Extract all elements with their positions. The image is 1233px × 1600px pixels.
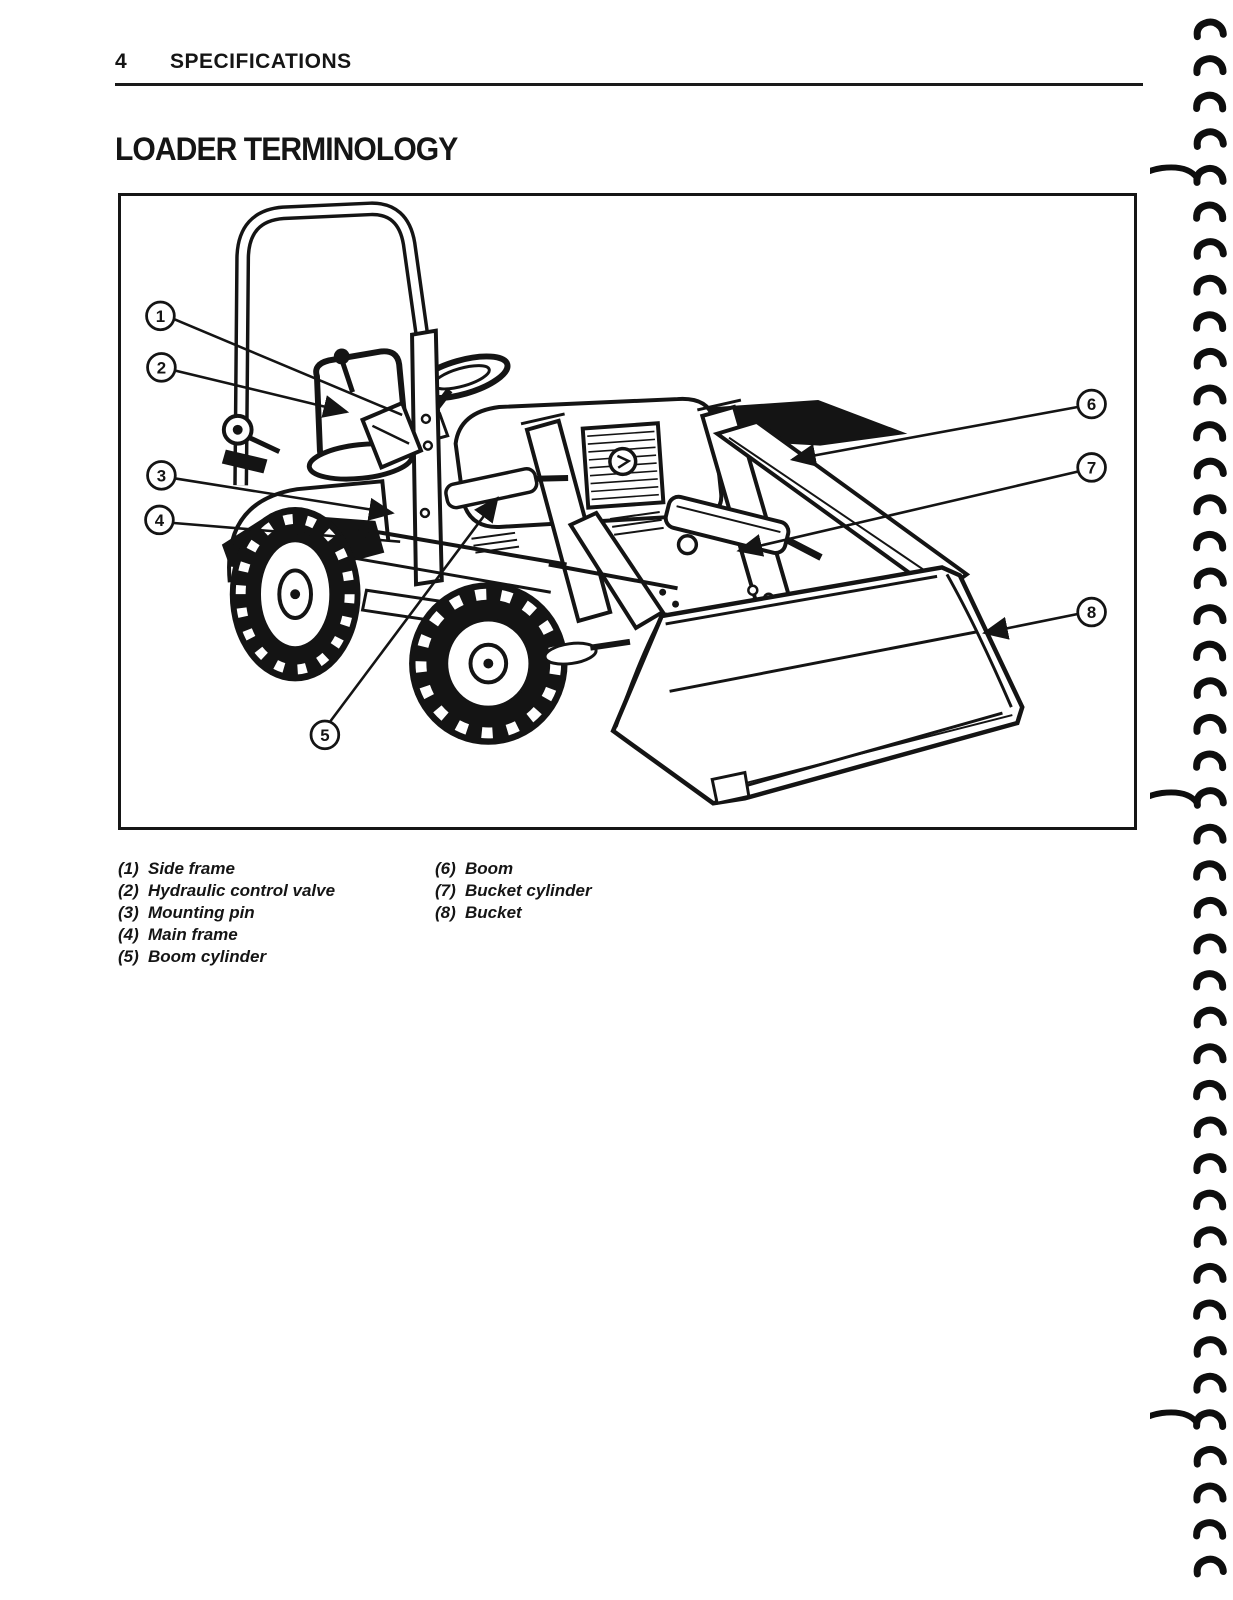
binding-coil: [1197, 21, 1224, 36]
binding-coil: [1197, 1559, 1224, 1574]
binding-coil: [1197, 1339, 1224, 1354]
binding-coil: [1197, 534, 1224, 549]
callout-8: [1078, 598, 1106, 626]
binding-coil: [1197, 1376, 1223, 1390]
binding-coil: [1197, 1083, 1224, 1098]
legend-item: (8) Bucket: [435, 903, 522, 922]
legend-column-2: [435, 858, 592, 924]
callout-2: [148, 354, 176, 382]
binding-coil: [1197, 388, 1223, 402]
binding-coil: [1197, 827, 1223, 841]
callout-6: [1078, 390, 1106, 418]
binding-coil: [1197, 1229, 1224, 1244]
svg-text:8: 8: [1086, 602, 1097, 622]
binding-coil: [1197, 1193, 1224, 1208]
front-wheel: [409, 582, 567, 744]
binding-coil: [1197, 1412, 1224, 1427]
binding-coil: [1197, 1157, 1223, 1171]
callout-3: [148, 461, 176, 489]
legend-item: (6) Boom: [435, 859, 514, 878]
callout-5: [311, 721, 339, 749]
binding-coil: [1197, 1119, 1224, 1134]
page-title: LOADER TERMINOLOGY: [115, 131, 458, 167]
svg-text:3: 3: [156, 466, 167, 486]
page-number: 4: [115, 50, 128, 73]
svg-text:6: 6: [1086, 394, 1097, 414]
mirror-knob: [222, 416, 279, 473]
binding-coil: [1197, 1010, 1224, 1025]
pivot-pin: [679, 536, 697, 554]
section-title: SPECIFICATIONS: [170, 50, 352, 73]
binding-coil: [1197, 570, 1224, 585]
binding-coil: [1197, 241, 1224, 256]
grille: [583, 423, 664, 507]
callout-1: [147, 302, 175, 330]
header-rule: [115, 83, 1143, 86]
binding-coil: [1197, 351, 1224, 366]
binding-coil: [1197, 937, 1223, 951]
figure-frame: [118, 193, 1137, 830]
legend-item: (7) Bucket cylinder: [435, 881, 592, 900]
svg-text:1: 1: [155, 306, 166, 326]
binding-coil: [1197, 680, 1224, 695]
binding-coil: [1197, 644, 1224, 659]
legend-item: (2) Hydraulic control valve: [118, 881, 336, 900]
binding-page-curl: [1150, 1412, 1197, 1439]
svg-text:5: 5: [320, 725, 330, 745]
page-header: [115, 50, 352, 74]
binding-coil: [1197, 790, 1224, 805]
svg-text:4: 4: [154, 510, 165, 530]
legend-item: (1) Side frame: [118, 859, 235, 878]
binding-coil: [1197, 95, 1224, 110]
svg-text:7: 7: [1086, 458, 1097, 478]
legend-item: (3) Mounting pin: [118, 903, 255, 922]
binding-coil: [1197, 168, 1223, 182]
legend-item: (4) Main frame: [118, 925, 238, 944]
binding-coil: [1197, 131, 1224, 146]
binding-coil: [1197, 1302, 1224, 1317]
binding-coil: [1197, 278, 1223, 292]
binding-coil: [1197, 314, 1224, 329]
binding-coil: [1197, 59, 1223, 73]
binding-page-curl: [1150, 167, 1197, 194]
binding-coil: [1197, 900, 1224, 915]
binding-coil: [1197, 1486, 1223, 1500]
binding-coil: [1197, 461, 1224, 476]
binding-coil: [1197, 204, 1224, 219]
binding-coil: [1197, 1047, 1223, 1061]
svg-text:2: 2: [156, 358, 167, 378]
callout-4: [146, 506, 174, 534]
brand-logo-icon: [609, 448, 636, 475]
binding-coil: [1197, 1522, 1224, 1537]
binding-coil: [1197, 608, 1223, 622]
legend-item: (5) Boom cylinder: [118, 947, 267, 966]
side-frame-mast: [412, 331, 442, 585]
binding-coil: [1197, 1449, 1224, 1464]
binding-coil: [1197, 717, 1223, 731]
binding-page-curl: [1150, 792, 1197, 819]
binding-coil: [1197, 498, 1223, 512]
callout-7: [1078, 454, 1106, 482]
binding-coil: [1197, 753, 1224, 768]
binding-coil: [1197, 424, 1224, 439]
binding-coil: [1197, 863, 1224, 878]
tractor-loader-illustration: [121, 196, 1134, 827]
spiral-binding: [1150, 0, 1233, 1600]
binding-coil: [1197, 973, 1224, 988]
legend-column-1: [118, 858, 335, 968]
binding-coil: [1197, 1266, 1223, 1280]
